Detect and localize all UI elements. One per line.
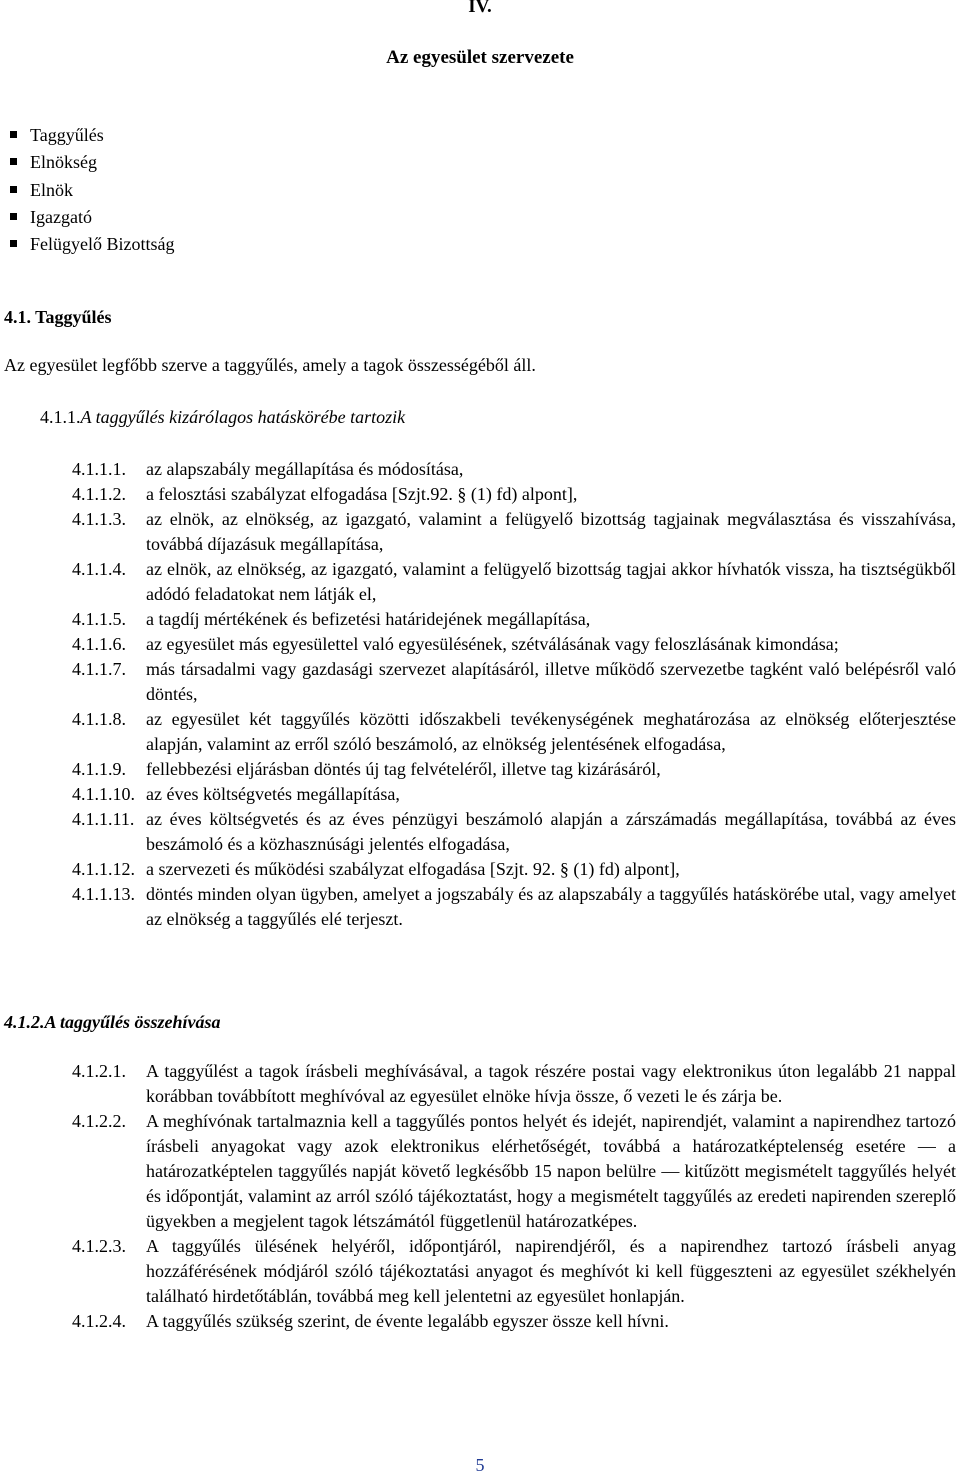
list-item bbox=[72, 1309, 956, 1334]
item-text: A taggyűlés szükség szerint, de évente legalább egyszer össze kell hívni. bbox=[146, 1311, 669, 1331]
item-text: más társadalmi vagy gazdasági szervezet alapításáról, illetve működő szervezetbe tagként való belépésről való döntés, bbox=[146, 659, 956, 704]
list-item bbox=[72, 757, 956, 782]
item-number: 4.1.1.5. bbox=[72, 609, 126, 629]
list-item bbox=[72, 482, 956, 507]
organ-label: Taggyűlés bbox=[30, 125, 104, 145]
list-item bbox=[72, 1234, 956, 1309]
competence-list bbox=[72, 457, 956, 932]
item-text: az éves költségvetés és az éves pénzügyi beszámoló alapján a zárszámadás megállapítása, továbbá az éves beszámoló és a közhasznúsági jelentés elfogadása, bbox=[146, 809, 956, 854]
item-text: az egyesület más egyesülettel való egyesülésének, szétválásának vagy feloszlásának kimondása; bbox=[146, 634, 839, 654]
organ-label: Elnök bbox=[30, 179, 73, 200]
item-number: 4.1.1.7. bbox=[72, 659, 126, 679]
bullet-square-icon bbox=[10, 240, 17, 247]
item-text: döntés minden olyan ügyben, amelyet a jogszabály és az alapszabály a taggyűlés hatáskörébe utal, vagy amelyet az elnökség a taggyűlés elé terjeszt. bbox=[146, 884, 956, 929]
list-item bbox=[72, 807, 956, 857]
item-text: az alapszabály megállapítása és módosítása, bbox=[146, 459, 464, 479]
item-number: 4.1.2.3. bbox=[72, 1236, 126, 1256]
list-item bbox=[72, 607, 956, 632]
list-item bbox=[72, 1059, 956, 1109]
item-text: A meghívónak tartalmaznia kell a taggyűlés pontos helyét és idejét, napirendjét, valamint a napirendhez tartozó írásbeli anyagokat vagy azok elektronikus elérhetőségét, továbbá a határozatképtelenség esetére — a határozatképtelen taggyűlés napját követő legkésőbb 15 napon belülre — kitűzött megismételt taggyűlés helyét és időpontját, valamint az arról szóló tájékoztatást, hogy a megismételt taggyűlés az eredeti napirenden szereplő ügyekben a megjelent tagok létszámától függetlenül határozatképes. bbox=[146, 1111, 956, 1231]
list-item bbox=[72, 882, 956, 932]
item-text: a felosztási szabályzat elfogadása [Szjt.92. § (1) fd) alpont], bbox=[146, 484, 578, 504]
page-number: 5 bbox=[475, 1455, 485, 1475]
section-title: 4.1. Taggyűlés bbox=[4, 307, 112, 327]
organ-label: Felügyelő Bizottság bbox=[30, 234, 175, 255]
list-item bbox=[72, 507, 956, 557]
item-number: 4.1.1.8. bbox=[72, 709, 126, 729]
list-item bbox=[72, 857, 956, 882]
list-item bbox=[10, 204, 174, 231]
item-number: 4.1.1.12. bbox=[72, 859, 135, 879]
list-item bbox=[10, 149, 174, 176]
item-text: az elnök, az elnökség, az igazgató, valamint a felügyelő bizottság tagjai akkor hívhatók vissza, ha tisztségükből adódó feladatokat nem látják el, bbox=[146, 559, 956, 604]
subsection-heading bbox=[40, 407, 405, 428]
item-text: a tagdíj mértékének és befizetési határidejének megállapítása, bbox=[146, 609, 591, 629]
item-number: 4.1.1.13. bbox=[72, 884, 135, 904]
list-item bbox=[72, 457, 956, 482]
section-intro: Az egyesület legfőbb szerve a taggyűlés, amely a tagok összességéből áll. bbox=[4, 355, 536, 375]
item-number: 4.1.1.9. bbox=[72, 759, 126, 779]
list-item bbox=[72, 1109, 956, 1234]
item-number: 4.1.1.11. bbox=[72, 809, 135, 829]
item-number: 4.1.1.6. bbox=[72, 634, 126, 654]
list-item bbox=[72, 707, 956, 757]
bullet-square-icon bbox=[10, 131, 17, 138]
item-number: 4.1.1.4. bbox=[72, 559, 126, 579]
item-number: 4.1.2.4. bbox=[72, 1311, 126, 1331]
item-text: a szervezeti és működési szabályzat elfogadása [Szjt. 92. § (1) fd) alpont], bbox=[146, 859, 680, 879]
subsection-number: 4.1.1. bbox=[40, 407, 81, 427]
item-text: A taggyűlést a tagok írásbeli meghívásával, a tagok részére postai vagy elektronikus úton legalább 21 nappal korábban továbbított meghívóval az egyesület elnöke hívja össze, ő vezeti le és zárja be. bbox=[146, 1061, 956, 1106]
item-number: 4.1.2.1. bbox=[72, 1061, 126, 1081]
organ-label: Elnökség bbox=[30, 152, 97, 173]
subsection-heading: 4.1.2.A taggyűlés összehívása bbox=[4, 1012, 221, 1032]
item-text: az éves költségvetés megállapítása, bbox=[146, 784, 400, 804]
item-text: fellebbezési eljárásban döntés új tag felvételéről, illetve tag kizárásáról, bbox=[146, 759, 661, 779]
list-item bbox=[10, 177, 174, 204]
item-number: 4.1.1.1. bbox=[72, 459, 126, 479]
list-item bbox=[72, 557, 956, 607]
list-item bbox=[10, 231, 174, 258]
item-text: az elnök, az elnökség, az igazgató, valamint a felügyelő bizottság tagjainak megválasztása és visszahívása, továbbá díjazásuk megállapítása, bbox=[146, 509, 956, 554]
list-item bbox=[10, 122, 174, 149]
item-number: 4.1.1.2. bbox=[72, 484, 126, 504]
item-text: A taggyűlés ülésének helyéről, időpontjáról, napirendjéről, és a napirendhez tartozó írásbeli anyag hozzáférésének módjáról szóló tájékoztatási anyagot és meghívót ki kell függeszteni az egyesület székhelyén található hirdetőtáblán, továbbá meg kell jelentetni az egyesület honlapján. bbox=[146, 1236, 956, 1306]
item-number: 4.1.1.10. bbox=[72, 784, 135, 804]
convening-list bbox=[72, 1059, 956, 1334]
chapter-number: IV. bbox=[468, 0, 492, 17]
bullet-square-icon bbox=[10, 158, 17, 165]
bullet-square-icon bbox=[10, 186, 17, 193]
chapter-title: Az egyesület szervezete bbox=[386, 47, 574, 68]
subsection-title: A taggyűlés kizárólagos hatáskörébe tartozik bbox=[80, 407, 406, 427]
item-number: 4.1.1.3. bbox=[72, 509, 126, 529]
list-item bbox=[72, 782, 956, 807]
organs-list bbox=[10, 122, 174, 258]
bullet-square-icon bbox=[10, 213, 17, 220]
item-text: az egyesület két taggyűlés közötti időszakbeli tevékenységének meghatározása az elnökség előterjesztése alapján, valamint az erről szóló beszámoló, az elnökség jelentésének elfogadása, bbox=[146, 709, 956, 754]
item-number: 4.1.2.2. bbox=[72, 1111, 126, 1131]
organ-label: Igazgató bbox=[30, 206, 92, 227]
list-item bbox=[72, 657, 956, 707]
list-item bbox=[72, 632, 956, 657]
